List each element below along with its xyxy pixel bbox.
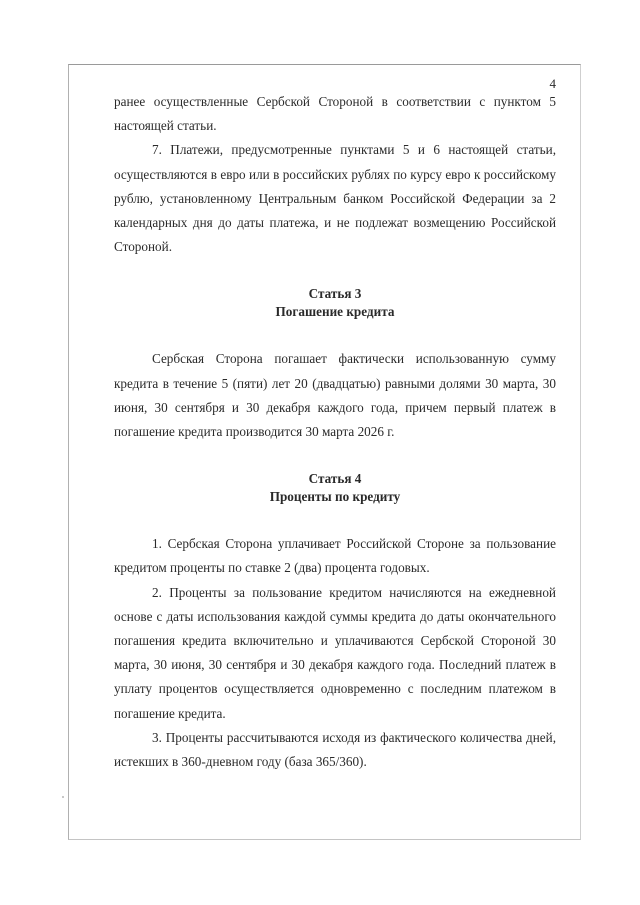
page-number: 4 (549, 76, 556, 91)
article-3-number: Статья 3 (308, 286, 362, 302)
scan-speck (62, 796, 64, 798)
article-4-title: Проценты по кредиту (269, 489, 401, 505)
article-4-number: Статья 4 (308, 471, 362, 487)
paragraph-7: 7. Платежи, предусмотренные пунктами 5 и 6 настоящей статьи, осуществляются в евро или в российских рублях по курсу евро к российскому рублю, установленному Центральным банком Российской Федерации за 2 календарных дня до даты платежа, и не подлежат возмещению Российской Стороной. (114, 142, 556, 255)
article-4-paragraph-3: 3. Проценты рассчитываются исходя из фактического количества дней, истекших в 360-дневном году (база 365/360). (114, 729, 556, 770)
article-3-text: Сербская Сторона погашает фактически использованную сумму кредита в течение 5 (пяти) лет 20 (двадцатью) равными долями 30 марта, 30 июня, 30 сентября и 30 декабря каждого года, причем первый платеж в погашение кредита производится 30 марта 2026 г. (114, 351, 556, 440)
document-body (114, 90, 556, 774)
article-4-paragraph-2: 2. Проценты за пользование кредитом начисляются на ежедневной основе с даты использования каждой суммы кредита до даты окончательного погашения кредита включительно и уплачиваются Сербской Стороной 30 марта, 30 июня, 30 сентября и 30 декабря каждого года. Последний платеж в уплату процентов осуществляется одновременно с последним платежом в погашение кредита. (114, 584, 556, 721)
paragraph-continuation: ранее осуществленные Сербской Стороной в соответствии с пунктом 5 настоящей статьи. (114, 94, 556, 134)
article-4-heading (114, 470, 556, 506)
article-3-heading (114, 285, 556, 321)
article-3-title: Погашение кредита (275, 304, 395, 320)
article-4-paragraph-1: 1. Сербская Сторона уплачивает Российской Стороне за пользование кредитом проценты по ставке 2 (два) процента годовых. (114, 536, 556, 576)
